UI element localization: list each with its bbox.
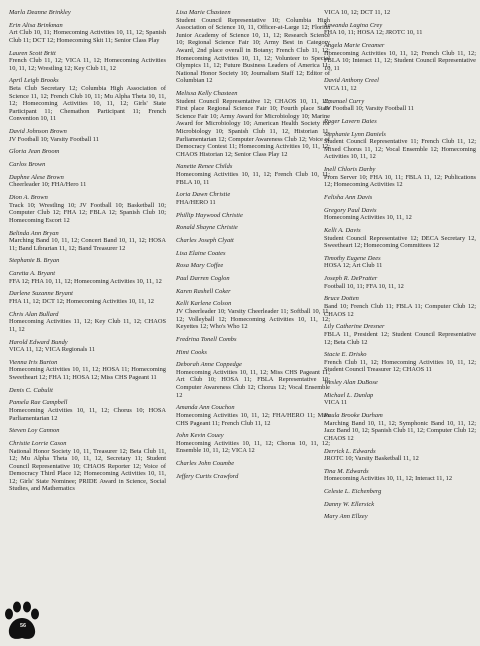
senior-name: Paula Brooke Durham xyxy=(324,412,383,420)
senior-name: Stephanie Lynn Daniels xyxy=(324,130,386,138)
senior-name: Michael L. Dunlap xyxy=(324,391,374,399)
senior-entry xyxy=(324,255,476,270)
senior-entry xyxy=(176,361,330,399)
senior-name: Gloria Jean Broom xyxy=(9,148,60,156)
senior-activities: French Club 11, 12; VICA 11, 12; Homecoming Activities 10, 11, 12; Wrestling 12; Key Club 11, 12 xyxy=(9,57,166,72)
senior-entry xyxy=(9,148,166,156)
senior-name: Tina M. Edwards xyxy=(324,467,369,475)
senior-name: Himi Cooks xyxy=(176,348,207,356)
senior-entry xyxy=(176,349,330,357)
senior-entry xyxy=(324,448,476,463)
senior-name: Inell Chloris Darby xyxy=(324,166,376,174)
senior-entry xyxy=(324,98,476,113)
senior-activities: Student Council Representative 12; CHAOS 10, 11, 12; First place Regional Science Fair 10; Fourth place State Science Fair 10; Army Award for Microbiology 10; Marine Award for Microbiology 10; American Health Society for Microbiology 10; Spanish Club 11, 12, Historian 11, Parliamentarian 12; Computer Awareness Club 12; Voice of Democracy Contest 11; Homecoming Activities 10, 11, 12; CHAOS Historian 12; Senior Class Play 12 xyxy=(176,97,330,158)
column-1 xyxy=(9,9,166,498)
senior-entry xyxy=(9,440,166,493)
senior-name: Christie Lorrie Cason xyxy=(9,439,67,447)
senior-activities: FHA 11, 12; DCT 12; Homecoming Activities 10, 11, 12 xyxy=(9,297,154,305)
senior-name: Celeste L. Eichenberg xyxy=(324,488,382,496)
senior-name: Kelli A. Davis xyxy=(324,227,361,234)
senior-entry xyxy=(176,163,330,186)
senior-name: Wesley Alan DuBose xyxy=(324,379,378,387)
senior-name: Stephanie B. Bryan xyxy=(9,257,60,265)
senior-entry xyxy=(324,323,476,346)
senior-activities: Homecoming Activities 10, 11, 12; FHA/HERO 11; Miss CHS Pageant 11; French Club 11, 12 xyxy=(176,411,330,427)
senior-entry xyxy=(324,42,476,72)
senior-activities: Art Club 10, 11; Homecoming Activities 10, 11, 12; Spanish Club 11; DCT 12; Homecoming Skit 11; Senior Class Play xyxy=(9,29,166,44)
senior-entry xyxy=(324,227,476,250)
senior-entry xyxy=(9,311,166,334)
senior-entry xyxy=(176,212,330,220)
senior-activities: HOSA 12; Art Club 11 xyxy=(324,262,383,270)
senior-entry xyxy=(324,207,476,222)
senior-name: Fredrina Tonell Combs xyxy=(176,335,237,343)
senior-name: Phillip Haywood Christie xyxy=(176,211,243,219)
senior-name: David Johnson Brown xyxy=(9,128,67,136)
senior-name: April Leigh Brooks xyxy=(9,77,59,85)
senior-name: Paul Darren Coglon xyxy=(176,275,230,283)
senior-entry xyxy=(176,404,330,427)
senior-activities: FHA/HERO 11 xyxy=(176,198,216,206)
senior-name: Loria Dawn Christie xyxy=(176,191,231,199)
senior-name: Jeffery Curtis Crawford xyxy=(176,472,239,480)
senior-name: Erin Alisa Brinkman xyxy=(9,21,63,29)
senior-name: Dion A. Brown xyxy=(9,194,48,202)
senior-entry xyxy=(324,118,476,126)
senior-name: Deborah Anne Coppedge xyxy=(176,361,242,369)
senior-entry xyxy=(176,9,330,85)
senior-name: Nanette Renee Childs xyxy=(176,163,233,171)
senior-activities: JROTC 10; Varsity Basketball 11, 12 xyxy=(324,455,419,463)
senior-entry xyxy=(9,161,166,169)
senior-activities: Band 10; French Club 11; FBLA 11; Computer Club 12; CHAOS 12 xyxy=(324,303,476,318)
senior-entry xyxy=(9,9,166,17)
senior-entry xyxy=(9,427,166,435)
senior-activities: Track 10; Wrestling 10; JV Football 10; Basketball 10; Computer Club 12; FHA 12; FBLA 12; Spanish Club 10; Homecoming Escort 12 xyxy=(9,201,166,224)
senior-name: Lauren Scott Britt xyxy=(9,49,56,57)
senior-entry xyxy=(9,50,166,73)
senior-activities: Homecoming Activities 10, 11, 12; Miss CHS Pageant 11; Art Club 10; HOSA 11; FBLA Representative 10; Computer Awareness Club 12; Chorus 12; Vocal Ensemble 12 xyxy=(176,368,330,399)
senior-entry xyxy=(324,468,476,483)
senior-name: Lily Catherine Dresner xyxy=(324,323,385,331)
senior-activities: Beta Club Secretary 12; Columbia High Association of Science 11, 12; French Club 10, 11; Mu Alpha Theta 10, 11, 12; Homecoming Activities 10, 11, 12; Girls' State Participant 11; Chemathon Participant 11; French Convention 10, 11 xyxy=(9,85,166,123)
senior-activities: Student Council Representative 10; Columbia High Association of Science 10, 11, Officer-at-Large 12; Florida Junior Academy of Science 10, 11, 12; Research Science 10; Regional Science Fair 10; Army Best in Category Award, 2nd place overall in Botany; French Club 11, 12; Homecoming Activities 10, 11, 12; Volunteer to Special Olympics 11, 12; Future Business Leaders of America 11; National Honor Society 10; Journalism Staff 12; Editor of Columbian 12 xyxy=(176,16,330,85)
senior-name: Felisha Ann Davis xyxy=(324,194,373,202)
senior-activities: FFA 12; FHA 10, 11, 12; Homecoming Activities 10, 11, 12 xyxy=(9,277,162,285)
senior-name: Daphne Alese Brown xyxy=(9,173,64,181)
senior-name: Caretta A. Bryant xyxy=(9,270,56,278)
senior-entry xyxy=(176,288,330,296)
column-3 xyxy=(324,9,476,526)
senior-entry xyxy=(176,460,330,468)
senior-activities: Homecoming Activities 11, 12; Key Club 11, 12; CHAOS 11, 12 xyxy=(9,318,166,333)
senior-entry xyxy=(176,300,330,330)
senior-name: Carlos Brown xyxy=(9,161,46,169)
page-number: 56 xyxy=(20,623,27,629)
senior-entry xyxy=(176,432,330,455)
senior-entry xyxy=(9,22,166,45)
senior-name: Danny W. Ellersick xyxy=(324,500,375,508)
senior-entry xyxy=(324,351,476,374)
senior-activities: VICA 11, 12 xyxy=(324,85,357,93)
senior-name: Darlene Suzanne Bryant xyxy=(9,290,73,298)
senior-entry xyxy=(9,194,166,224)
senior-activities: VICA 11, 12; VICA Regionals 11 xyxy=(9,346,96,354)
senior-entry xyxy=(176,336,330,344)
senior-activities: Prom Server 10; FHA 10, 11; FBLA 11, 12; Publications 12; Homecoming Activities 12 xyxy=(324,173,476,189)
senior-activities: Marching Band 10, 11, 12; Symphonic Band 10, 11, 12; Jazz Band 10, 12; Spanish Club 11, 12; Computer Club 12; CHAOS 12 xyxy=(324,419,476,442)
senior-activities: FBLA 11, President 12; Student Council Representative 12; Beta Club 12 xyxy=(324,330,476,346)
senior-entry xyxy=(9,359,166,382)
senior-name: Harold Edward Bundy xyxy=(9,338,68,346)
senior-activities: JV Football 10; Varsity Football 11 xyxy=(9,135,99,143)
senior-name: Amanda Ann Couchon xyxy=(176,404,235,412)
senior-name: Marla Deanne Brinkley xyxy=(9,9,71,16)
paw-print-page-marker xyxy=(2,601,40,641)
senior-entry xyxy=(176,224,330,232)
senior-name: Ronald Shayne Christie xyxy=(176,224,238,232)
senior-name: David Anthony Creel xyxy=(324,77,379,85)
senior-entry xyxy=(9,290,166,305)
senior-entry xyxy=(324,295,476,318)
senior-entry xyxy=(324,488,476,496)
senior-entry xyxy=(324,379,476,387)
senior-activities: Homecoming Activities 10, 11, 12; Chorus 10; HOSA Parliamentarian 12 xyxy=(9,406,166,422)
senior-name: Charles Joseph Clyatt xyxy=(176,237,234,244)
senior-name: Angela Marie Creamer xyxy=(324,41,385,49)
senior-name: Gregory Paul Davis xyxy=(324,206,377,214)
senior-entry xyxy=(324,9,476,17)
senior-entry xyxy=(176,473,330,481)
senior-entry xyxy=(9,270,166,285)
senior-entry xyxy=(9,174,166,189)
senior-name: Lisa Elaine Coates xyxy=(176,249,226,257)
senior-entry xyxy=(176,237,330,245)
senior-activities: FHA 10, 11; HOSA 12; JROTC 10, 11 xyxy=(324,29,423,37)
senior-name: Rosa Mary Coffee xyxy=(176,262,224,270)
senior-name: Timothy Eugene Dees xyxy=(324,254,381,262)
senior-name: Vienna Iris Burton xyxy=(9,358,58,366)
senior-entry xyxy=(324,131,476,161)
senior-entry xyxy=(9,339,166,354)
column-2 xyxy=(176,9,330,485)
senior-name: Melissa Kelly Chasteen xyxy=(176,90,238,98)
senior-entry xyxy=(324,392,476,407)
senior-name: Bruce Dotten xyxy=(324,295,359,303)
senior-entry xyxy=(176,90,330,158)
senior-name: John Kevin Couey xyxy=(176,432,224,440)
senior-activities: Football 10, 11; FFA 10, 11, 12 xyxy=(324,282,404,290)
senior-activities: Student Council Representative 11; French Club 11, 12; Mixed Chorus 11, 12; Vocal Ensemble 12; Homecoming Activities 10, 11, 12 xyxy=(324,138,476,161)
senior-activities: Marching Band 10, 11, 12; Concert Band 10, 11, 12; HOSA 11; Band Librarian 11, 12; Band Treasurer 12 xyxy=(9,237,166,252)
senior-entry xyxy=(9,387,166,395)
senior-name: Chris Alan Bullard xyxy=(9,310,59,318)
senior-name: Emanuel Curry xyxy=(324,97,365,105)
senior-name: Denis C. Cabulit xyxy=(9,386,53,394)
senior-activities: VICA 11 xyxy=(324,399,348,407)
senior-name: Karen Rashell Coker xyxy=(176,287,231,295)
senior-name: Lisa Marie Chasteen xyxy=(176,9,231,16)
senior-name: Kelli Karlene Colson xyxy=(176,300,232,308)
senior-name: Stacie E. Drisko xyxy=(324,351,367,359)
senior-entry xyxy=(324,275,476,290)
senior-activities: JV Football 10; Varsity Football 11 xyxy=(324,105,414,113)
senior-entry xyxy=(176,191,330,206)
senior-activities: Homecoming Activities 10, 11, 12; French Club 10, 11; FBLA 10, 11 xyxy=(176,171,330,186)
senior-activities: Homecoming Activities 10, 11, 12 xyxy=(324,214,412,222)
senior-activities: Homecoming Activities 10, 11, 12; Chorus 10, 11, 12; Ensemble 10, 11, 12; VICA 12 xyxy=(176,439,330,455)
senior-name: Pamela Rae Campbell xyxy=(9,399,68,407)
paw-print-icon xyxy=(2,601,40,641)
senior-entry xyxy=(9,257,166,265)
senior-entry xyxy=(9,77,166,123)
senior-activities: National Honor Society 10, 11, Treasurer 12; Beta Club 11, 12; Mu Alpha Theta 10, 11, 12, Secretary 11; Student Council Representative 10; CHAOS Reporter 12; Voice of Democracy Third Place 12; Homecoming Activities 10, 11, 12; Girls' State Nominee; PRIDE Award in Science, Social Studies, and Mathematics xyxy=(9,447,166,493)
senior-activities: JV Cheerleader 10; Varsity Cheerleader 11; Softball 10, 11, 12; Volleyball 12; Homecoming Activities 10, 11, 12; Keyettes 12; Who's Who 12 xyxy=(176,308,330,331)
senior-activities: Homecoming Activities 10, 11, 12; Interact 11, 12 xyxy=(324,475,453,483)
senior-entry xyxy=(324,22,476,37)
senior-name: Mary Ann Ellzey xyxy=(324,513,368,521)
senior-activities: French Club 11, 12; Homecoming Activities 10, 11, 12; Student Council Treasurer 12; CHAOS 11 xyxy=(324,358,476,374)
senior-entry xyxy=(324,194,476,202)
senior-activities: Homecoming Activities 10, 11, 12; HOSA 11; Homecoming Sweetheart 12; FHA 11; HOSA 12; Miss CHS Pageant 11 xyxy=(9,366,166,381)
senior-entry xyxy=(324,77,476,92)
senior-entry xyxy=(176,275,330,283)
senior-entry xyxy=(9,399,166,422)
senior-name: Joseph R. DePratter xyxy=(324,275,378,283)
senior-name: Roger Lavern Daies xyxy=(324,118,377,125)
senior-entry xyxy=(324,501,476,509)
senior-entry xyxy=(9,230,166,253)
senior-activities: Cheerleader 10; FHA/Hero 11 xyxy=(9,181,87,189)
senior-name: Derrick L. Edwards xyxy=(324,447,376,455)
senior-entry xyxy=(324,513,476,521)
senior-name: Steven Loy Cannon xyxy=(9,427,60,435)
senior-entry xyxy=(9,128,166,143)
senior-activities: VICA 10, 12; DCT 11, 12 xyxy=(324,9,391,16)
senior-entry xyxy=(324,412,476,442)
senior-name: Belinda Ann Bryan xyxy=(9,229,59,237)
senior-name: Charles John Coumbe xyxy=(176,460,235,468)
senior-name: Lawanda Lagina Crey xyxy=(324,21,383,29)
senior-entry xyxy=(176,262,330,270)
senior-activities: Homecoming Activities 10, 11, 12; French Club 11, 12; FBLA 10; Interact 11, 12; Student Council Representative 10, 11 xyxy=(324,49,476,72)
senior-entry xyxy=(324,166,476,189)
senior-activities: Student Council Representative 12; DECA Secretary 12, Sweetheart 12; Homecoming Committees 12 xyxy=(324,234,476,250)
senior-entry xyxy=(176,250,330,258)
